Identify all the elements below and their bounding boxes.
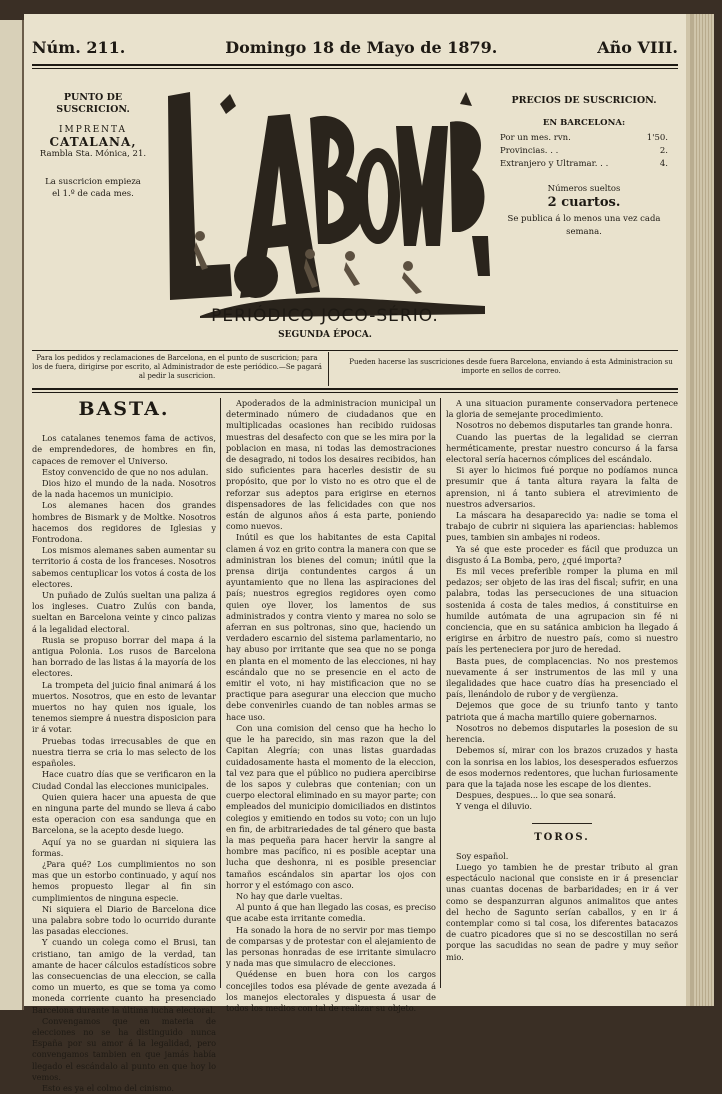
price-row [492,158,676,171]
paragraph: Inútil es que los habitantes de esta Capital clamen á voz en grito contra la manera con que se administran los bienes del comun; inútil que la prensa dirija contundentes cargos á un ayuntamiento que no llena las aspiraciones del país; nuestros egregios regidores oyen como quien oye llover, los lamentos de sus administrados y contra viento y marea no solo se aferran en sus poltronas, sino que, haciendo un verdadero escarnio del sistema parlamentario, no hay abuso por irritante que sea que no se ponga en planta en el momento de las elecciones, ni hay escándalo que no se presencie en el acto de emitir el voto, ni hay mistificacion que no se practique para asegurar una eleccion que mucho debe convenirles cuando de tan nobles armas se hace uso. [226,532,436,722]
price-value: 1'50. [646,133,668,143]
paragraph: Quédense en buen hora con los cargos concejiles todos esa plévade de gente avezada á los manejos electorales y dispuesta á usar de todos los medios con tal de realizar su objeto. [226,969,436,1013]
paragraph: Debemos sí, mirar con los brazos cruzados y hasta con la sonrisa en los labios, los desesperados esfuerzos de esos modernos redentores, que luchan furiosamente para que la tajada nose les escape de los dientes. [446,745,678,789]
paragraph: Si ayer lo hicimos fué porque no podíamos nunca presumir que á tanta altura rayara la falta de aprension, ni á tanto subiera el atrevimiento de nuestros adversarios. [446,465,678,509]
paragraph: Hace cuatro días que se verificaron en la Ciudad Condal las elecciones municipales. [32,769,216,791]
column-1-text [32,433,216,1094]
periodical-epoch: SEGUNDA ÉPOCA. [278,330,372,340]
outside-subscriptions-notice: Pueden hacerse las suscriciones desde fuera Barcelona, enviando á esta Administracion su importe en sellos de correo. [349,358,673,375]
header-rule-thin [32,68,678,69]
paragraph: Ha sonado la hora de no servir por mas tiempo de comparsas y de protestar con el alejamiento de las personas honradas de ese irritante simulacro y nada mas que simulacro de elecciones. [226,924,436,969]
printer-name: CATALANA, [49,135,137,149]
printer-address: Rambla Sta. Mónica, 21. [39,149,147,159]
notice-divider [328,352,329,386]
orders-notice: Para los pedidos y reclamaciones de Barcelona, en el punto de suscricion; para los de fuera, dirigirse por escrito, al Administrador de este periódico.—Se pagará al pedir la suscricion. [32,354,322,380]
paragraph: Basta pues, de complacencias. No nos prestemos nuevamente á ser instrumentos de las mil y una ilegalidades que hace cuatro días ha presenciado el país, llenándolo de rubor y de vergüenza. [446,655,678,700]
article-title-basta: BASTA. [78,398,170,420]
subscription-prices-box [492,94,676,239]
paragraph: Es mil veces preferible romper la pluma en mil pedazos; ser objeto de las iras del fiscal; sufrir, en una palabra, todas las persecuciones de una situacion sostenida á costa de tales medios, á constituirse en humilde autómata de una agrupacion sin fé ni conciencia, que en su satánica ambicion ha llegado á erigirse en árbitro de nuestro país, como si nuestro país les perteneciera por juro de heredad. [446,566,678,655]
printer-label: IMPRENTA [58,125,128,135]
page-stack-edge [694,14,714,1006]
notice-rule-bottom [32,388,678,390]
newspaper-page [24,14,686,1093]
periodical-subtitle: PERIÓDICO JOCO-SÉRIO. [211,306,439,326]
paragraph: Estoy convencido de que no nos adulan. [42,466,209,477]
paragraph: Y cuando un colega como el Brusi, tan cristiano, tan amigo de la verdad, tan amante de hacer cálculos estadísticos sobre las consecuencias de una eleccion, se calla como un muerto, es que se toma ya como moneda corriente cuanto ha presenciado Barcelona durante la última lucha electoral. [32,937,216,1015]
la-bomba-masthead-illustration [160,86,490,318]
price-row [492,145,676,158]
loose-issues-price: 2 cuartos. [547,195,621,210]
notice-rule-top [32,350,678,351]
issue-number: Núm. 211. [32,38,126,57]
toros-text [446,851,678,963]
paragraph: Los alemanes hacen dos grandes hombres de Bismark y de Moltke. Nosotros hacemos dos regidores de Iglesias y Fontrodona. [32,500,216,545]
paragraph: Nosotros no debemos disputarles la posesion de su herencia. [446,722,678,745]
paragraph: Rusia se propuso borrar del mapa á la antigua Polonia. Los rusos de Barcelona han borrado de las listas á la mayoría de los electores. [32,634,216,679]
subscription-start-date: el 1.º de cada mes. [52,189,134,199]
paragraph: Ni siquiera el Diario de Barcelona dice una palabra sobre todo lo ocurrido durante las pasadas elecciones. [32,903,216,937]
weekly-note: Se publica á lo menos una vez cada semana. [507,214,661,237]
previous-page-edge [0,20,24,1010]
issue-header [32,38,678,57]
price-value: 2. [659,146,668,156]
paragraph: Con una comision del censo que ha hecho lo que le ha parecido, sin mas razon que la del Capitan Alegría; con unas listas guardadas cuidadosamente hasta el momento de la eleccion, tal vez para que el público no pudiera apercibirse de los sapos y culebras que contenian; con un cuerpo electoral eliminado en su mayor parte; con empleados del municipio domiciliados en distintos colegios y emitiendo en todos su voto; con un lujo en fin, de arbitrariedades de tal género que basta la mas pequeña para hacer hervir la sangre al hombre mas pacífico, ni es posible aceptar una lucha que deshonra, ni es posible presenciar tamaños escándalos sin apartar los ojos con horror y el estómago con asco. [226,722,436,890]
section-rule [532,823,592,824]
paragraph: Nosotros no debemos disputarles tan grande honra. [456,420,673,431]
subscription-point-box [34,92,152,200]
paragraph: Ya sé que este proceder es fácil que produzca un disgusto á La Bomba, pero, ¿qué importa? [446,543,678,565]
header-rule [32,64,678,66]
column-3-text [446,398,678,813]
price-label: Provincias. . . [500,146,559,156]
paragraph: Despues, despues... lo que sea sonará. [456,790,616,801]
paragraph: Pruebas todas irrecusables de que en nuestra tierra se cria lo mas selecto de los españoles. [32,735,216,769]
subscription-start: La suscricion empieza [45,177,141,187]
paragraph: Dios hizo el mundo de la nada. Nosotros de la nada hacemos un municipio. [32,478,216,500]
column-divider [440,398,441,988]
paragraph: La trompeta del juicio final animará á los muertos. Nosotros, que en esto de levantar muertos no hay quien nos iguale, los tenemos siempre á nuestra disposicion para ir á votar. [32,679,216,735]
article-title-toros: TOROS. [534,831,590,843]
paragraph: Quien quiera hacer una apuesta de que en ninguna parte del mundo se lleva á cabo esta operacion con esa sandunga que en Barcelona, se la acepto desde luego. [32,791,216,836]
paragraph: Apoderados de la administracion municipal un determinado número de ciudadanos que en multiplicadas ocasiones han recibido ruidosas muestras del desafecto con que se les mira por la poblacion en masa, ni todas las demostraciones de desagrado, ni todos los desaires recibidos, han sido suficientes para hacerles desistir de su propósito, que por lo visto no es otro que el de reforzar sus adeptos para erigirse en eternos dispensadores de las felicidades con que nos están de algunos años á esta parte, poniendo como nuevos. [226,398,436,532]
paragraph: Esto es ya el colmo del cinismo. [42,1082,175,1093]
issue-year: Año VIII. [597,38,678,57]
paragraph: Los catalanes tenemos fama de activos, de emprendedores, de hombres en fin, capaces de remover el Universo. [32,433,216,466]
price-value: 4. [659,159,668,169]
notice-rule-bottom-thin [32,392,678,393]
price-row [492,132,676,145]
paragraph: Convengamos que en materia de elecciones no se ha distinguido nunca España por su amor á la legalidad, pero convengamos tambien en que jamás había llegado el escándalo al punto en que hoy lo vemos. [32,1015,216,1082]
paragraph: Los mismos alemanes saben aumentar su territorio á costa de los franceses. Nosotros sabemos centuplicar los votos á costa de los electores. [32,545,216,589]
paragraph: Aquí ya no se guardan ni siquiera las formas. [32,836,216,858]
paragraph: Y venga el diluvio. [456,801,532,812]
column-2-text [226,398,436,1014]
price-label: Extranjero y Ultramar. . . [500,159,609,169]
paragraph: Soy español. [456,850,509,861]
paragraph: Dejemos que goce de su triunfo tanto y tanto patriota que á macha martillo quiere gobernarnos. [446,700,678,722]
paragraph: No hay que darle vueltas. [236,890,343,901]
prices-city: EN BARCELONA: [542,118,626,128]
paragraph: A una situacion puramente conservadora pertenece la gloria de semejante procedimiento. [446,398,678,420]
issue-date: Domingo 18 de Mayo de 1879. [225,38,498,57]
paragraph: Luego yo tambien he de prestar tributo al gran espectáculo nacional que consiste en ir á presenciar unas cuantas docenas de barbaridades; en ir á ver como se despanzurran algunos animalitos que antes del hecho de Sagunto serían caballos, y en ir á contemplar como si tal cosa, los diferentes batacazos de cuatro picadores que si no se descostillan no será porque las sacudidas no sean de padre y muy señor mio. [446,861,678,962]
column-divider [220,398,221,988]
paragraph: Cuando las puertas de la legalidad se cierran herméticamente, prestar nuestro concurso á la farsa electoral sería hacernos cómplices del escándalo. [446,431,678,465]
paragraph: La máscara ha desaparecido ya: nadie se toma el trabajo de cubrir ni siquiera las apariencias: hablemos pues, tambien sin ambajes ni rodeos. [446,510,678,543]
column-3 [446,398,678,963]
column-1 [32,398,216,1094]
subscription-point-title: PUNTO DE SUSCRICION. [56,92,130,115]
paragraph: Un puñado de Zulús sueltan una paliza á los ingleses. Cuatro Zulús con banda, sueltan en Barcelona veinte y cinco palizas á la legalidad electoral. [32,590,216,634]
paragraph: ¿Para qué? Los cumplimientos no son mas que un estorbo continuado, y aquí nos hemos propuesto llegar al fin sin cumplimientos de ninguna especie. [32,858,216,903]
loose-issues-label: Números sueltos [547,184,621,194]
prices-title: PRECIOS DE SUSCRICION. [511,95,657,106]
price-label: Por un mes. rvn. [500,133,571,143]
paragraph: Al punto á que han llegado las cosas, es preciso que acabe esta irritante comedia. [226,902,436,924]
column-2 [226,398,436,1014]
